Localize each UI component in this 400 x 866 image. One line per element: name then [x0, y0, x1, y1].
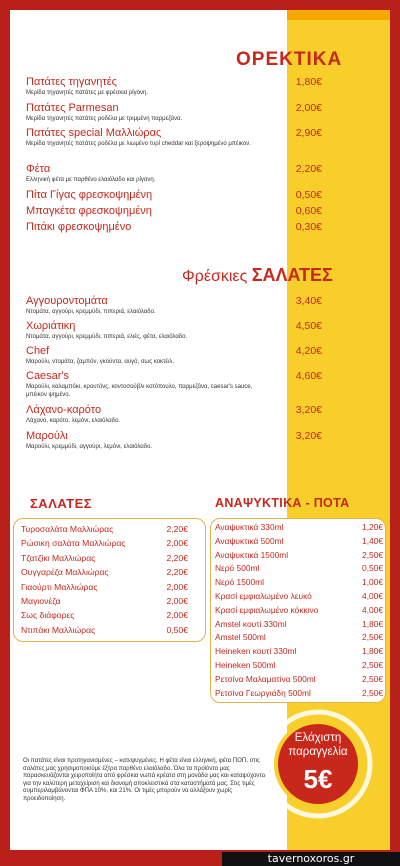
item-name: Chef — [26, 345, 50, 357]
list-item-name: Σως διάφορες — [21, 610, 75, 621]
item-name: Αγγουροντομάτα — [26, 295, 108, 307]
item-price: 2,90€ — [295, 127, 322, 139]
list-item-name: Ρετσίνα Μαλαματίνα 500ml — [215, 673, 316, 684]
list-item-name: Τζατζίκι Μαλλιώρας — [21, 552, 96, 563]
salads-card — [13, 518, 206, 642]
item-price: 4,20€ — [295, 345, 322, 357]
list-item-price: 1,00€ — [362, 577, 383, 588]
item-desc: Μαρούλι, κρεμμύδι, αγγούρι, λεμόνι, ελαιόλαδο. — [26, 444, 153, 450]
list-item-price: 2,00€ — [166, 538, 188, 549]
list-item-name: Αναψυκτικά 500ml — [215, 535, 284, 546]
item-name: Φέτα — [26, 163, 51, 175]
list-item-name: Amstel κουτί 330ml — [215, 618, 287, 629]
list-item-price: 2,20€ — [166, 552, 188, 563]
list-item-price: 0,50€ — [166, 624, 188, 635]
list-item-price: 1,80€ — [362, 646, 383, 657]
list-item-name: Τυροσαλάτα Μαλλιώρας — [21, 524, 114, 534]
item-desc: Μαρούλι, ντομάτα, ζαμπόν, γκούντα, αυγό, σως κοκτέιλ. — [26, 359, 175, 365]
footer-notes: Οι πατάτες είναι προτηγανισμένες – κατεψυγμένες. Η φέτα είναι ελληνική, φέτα ΠΟΠ, στις σαλάτες μας χρησιμοποιούμε έξτρα παρθένο ελαιόλαδο. Όλα τα προϊόντα μας παρασκευάζονται χειροποίητα από φρέσκια νωπά κρέατα στη μονάδα μας και καταψύχονται για την καλύτερη μεταχείριση και διανομή αποκλειστικά στα καταστήματά μας. Στις τιμές συμπεριλαμβάνονται ΦΠΑ 10%, και 21%. Οι τιμές μπορούν να αλλάξουν χωρίς προειδοποίηση. — [23, 758, 267, 802]
list-item-name: Κρασί εμφιαλωμένο λευκό — [215, 591, 312, 601]
fresh-salads-title-prefix: Φρέσκιες — [182, 268, 252, 285]
list-item-name: Ρώσικη σαλάτα Μαλλιώρας — [21, 538, 126, 549]
item-name: Πατάτες Parmesan — [26, 102, 119, 114]
item-price: 4,50€ — [295, 320, 322, 332]
item-desc: Ελληνική φέτα με παρθένο ελαιόλαδο και ρίγανη. — [26, 177, 156, 183]
list-item-name: Αναψυκτικά 330ml — [215, 522, 284, 532]
list-item-price: 2,50€ — [362, 549, 383, 560]
list-item-price: 2,50€ — [362, 660, 383, 670]
list-item-name: Ντιπάκι Μαλλιώρας — [21, 624, 96, 635]
item-desc: Μερίδα τηγανητές πατάτες ροδέλα με τριμμένη παρμεζάνα. — [26, 116, 183, 122]
item-price: 0,60€ — [295, 205, 322, 217]
badge-line2: παραγγελία — [288, 746, 348, 758]
list-item-name: Νερό 1500ml — [215, 577, 264, 588]
item-name: Μαρούλι — [26, 430, 68, 442]
item-name: Λάχανο-καρότο — [26, 404, 102, 416]
item-desc: Ντομάτα, αγγούρι, κρεμμύδι, πιπεριά, ελιές, φέτα, ελαιόλαδο. — [26, 334, 188, 340]
list-item-price: 2,50€ — [362, 673, 383, 684]
item-name: Πίτα Γίγας φρεσκοψημένη — [26, 189, 153, 201]
item-price: 0,30€ — [295, 221, 322, 233]
fresh-salads-title — [182, 265, 333, 286]
salads-title: ΣΑΛΑΤΕΣ — [30, 496, 93, 511]
item-name: Caesar's — [26, 370, 70, 382]
badge-line1: Ελάχιστη — [294, 732, 342, 744]
list-item-price: 2,00€ — [166, 610, 188, 621]
list-item-name: Heineken 500ml — [215, 660, 276, 670]
orange-strip — [287, 10, 390, 20]
list-item-price: 1,20€ — [362, 522, 383, 532]
fresh-salads-title-main: ΣΑΛΑΤΕΣ — [251, 265, 333, 285]
item-name: Πατάτες τηγανητές — [26, 76, 117, 88]
list-item-name: Γιαούρτι Μαλλιώρας — [21, 581, 98, 592]
list-item-name: Ρετσίνα Γεωργιάδη 500ml — [215, 687, 311, 698]
list-item-name: Αναψυκτικά 1500ml — [215, 549, 289, 560]
list-item-name: Heineken κουτί 330ml — [215, 646, 297, 657]
item-price: 3,20€ — [295, 430, 322, 442]
list-item-name: Νερό 500ml — [215, 563, 260, 574]
list-item-price: 2,20€ — [166, 567, 188, 578]
item-name: Πιτάκι φρεσκοψημένο — [26, 221, 132, 233]
item-price: 3,20€ — [295, 404, 322, 416]
list-item-price: 4,00€ — [362, 591, 383, 601]
item-desc: Μερίδα τηγανητές πατάτες με φρέσκια ρίγανη. — [26, 90, 149, 96]
list-item-name: Κρασί εμφιαλωμένο κόκκινο — [215, 604, 319, 615]
item-desc: Μαρούλι, καλαμπόκι, κρουτόνς, κοντοσούβλι κοτόπουλο, παρμεζάνα, caesar's sauce, μπέικον ψημένο. — [26, 384, 253, 398]
list-item-price: 1,80€ — [362, 618, 383, 629]
item-name: Πατάτες special Μαλλιώρας — [26, 127, 162, 139]
item-price: 2,00€ — [295, 102, 322, 114]
list-item-price: 2,00€ — [166, 596, 188, 606]
item-desc: Ντομάτα, αγγούρι, κρεμμύδι, πιπεριά, ελαιόλαδο. — [26, 309, 156, 315]
list-item-name: Amstel 500ml — [215, 632, 266, 643]
list-item-price: 2,50€ — [362, 687, 383, 698]
item-desc: Λάχανο, καρότο, λεμόνι, ελαιόλαδο. — [26, 418, 121, 424]
list-item-price: 2,50€ — [362, 632, 383, 643]
list-item-name: Ουγγαρέζα Μαλλιώρας — [21, 567, 109, 578]
list-item-price: 1,40€ — [362, 535, 383, 546]
min-order-badge — [262, 708, 374, 820]
appetizers-title: ΟΡΕΚΤΙΚΑ — [236, 49, 343, 70]
item-name: Μπαγκέτα φρεσκοψημένη — [26, 205, 152, 217]
item-price: 3,40€ — [295, 295, 322, 307]
item-price: 1,80€ — [295, 76, 322, 88]
item-price: 4,60€ — [295, 370, 322, 382]
list-item-name: Μαγιονέζα — [21, 596, 61, 606]
item-price: 0,50€ — [295, 189, 322, 201]
item-desc: Μερίδα τηγανητές πατάτες ροδέλα με λιωμένο τυρί cheddar και ξεροψημένο μπέικον. — [26, 141, 251, 147]
list-item-price: 0,50€ — [362, 563, 383, 574]
item-name: Χωριάτικη — [26, 320, 76, 332]
item-price: 2,20€ — [295, 163, 322, 175]
badge-amount: 5€ — [303, 764, 333, 794]
watermark: tavernoxoros.gr — [222, 852, 400, 866]
list-item-price: 4,00€ — [362, 604, 383, 615]
drinks-title: ΑΝΑΨΥΚΤΙΚΑ - ΠΟΤΑ — [215, 496, 350, 510]
list-item-price: 2,20€ — [166, 524, 188, 534]
list-item-price: 2,00€ — [166, 581, 188, 592]
